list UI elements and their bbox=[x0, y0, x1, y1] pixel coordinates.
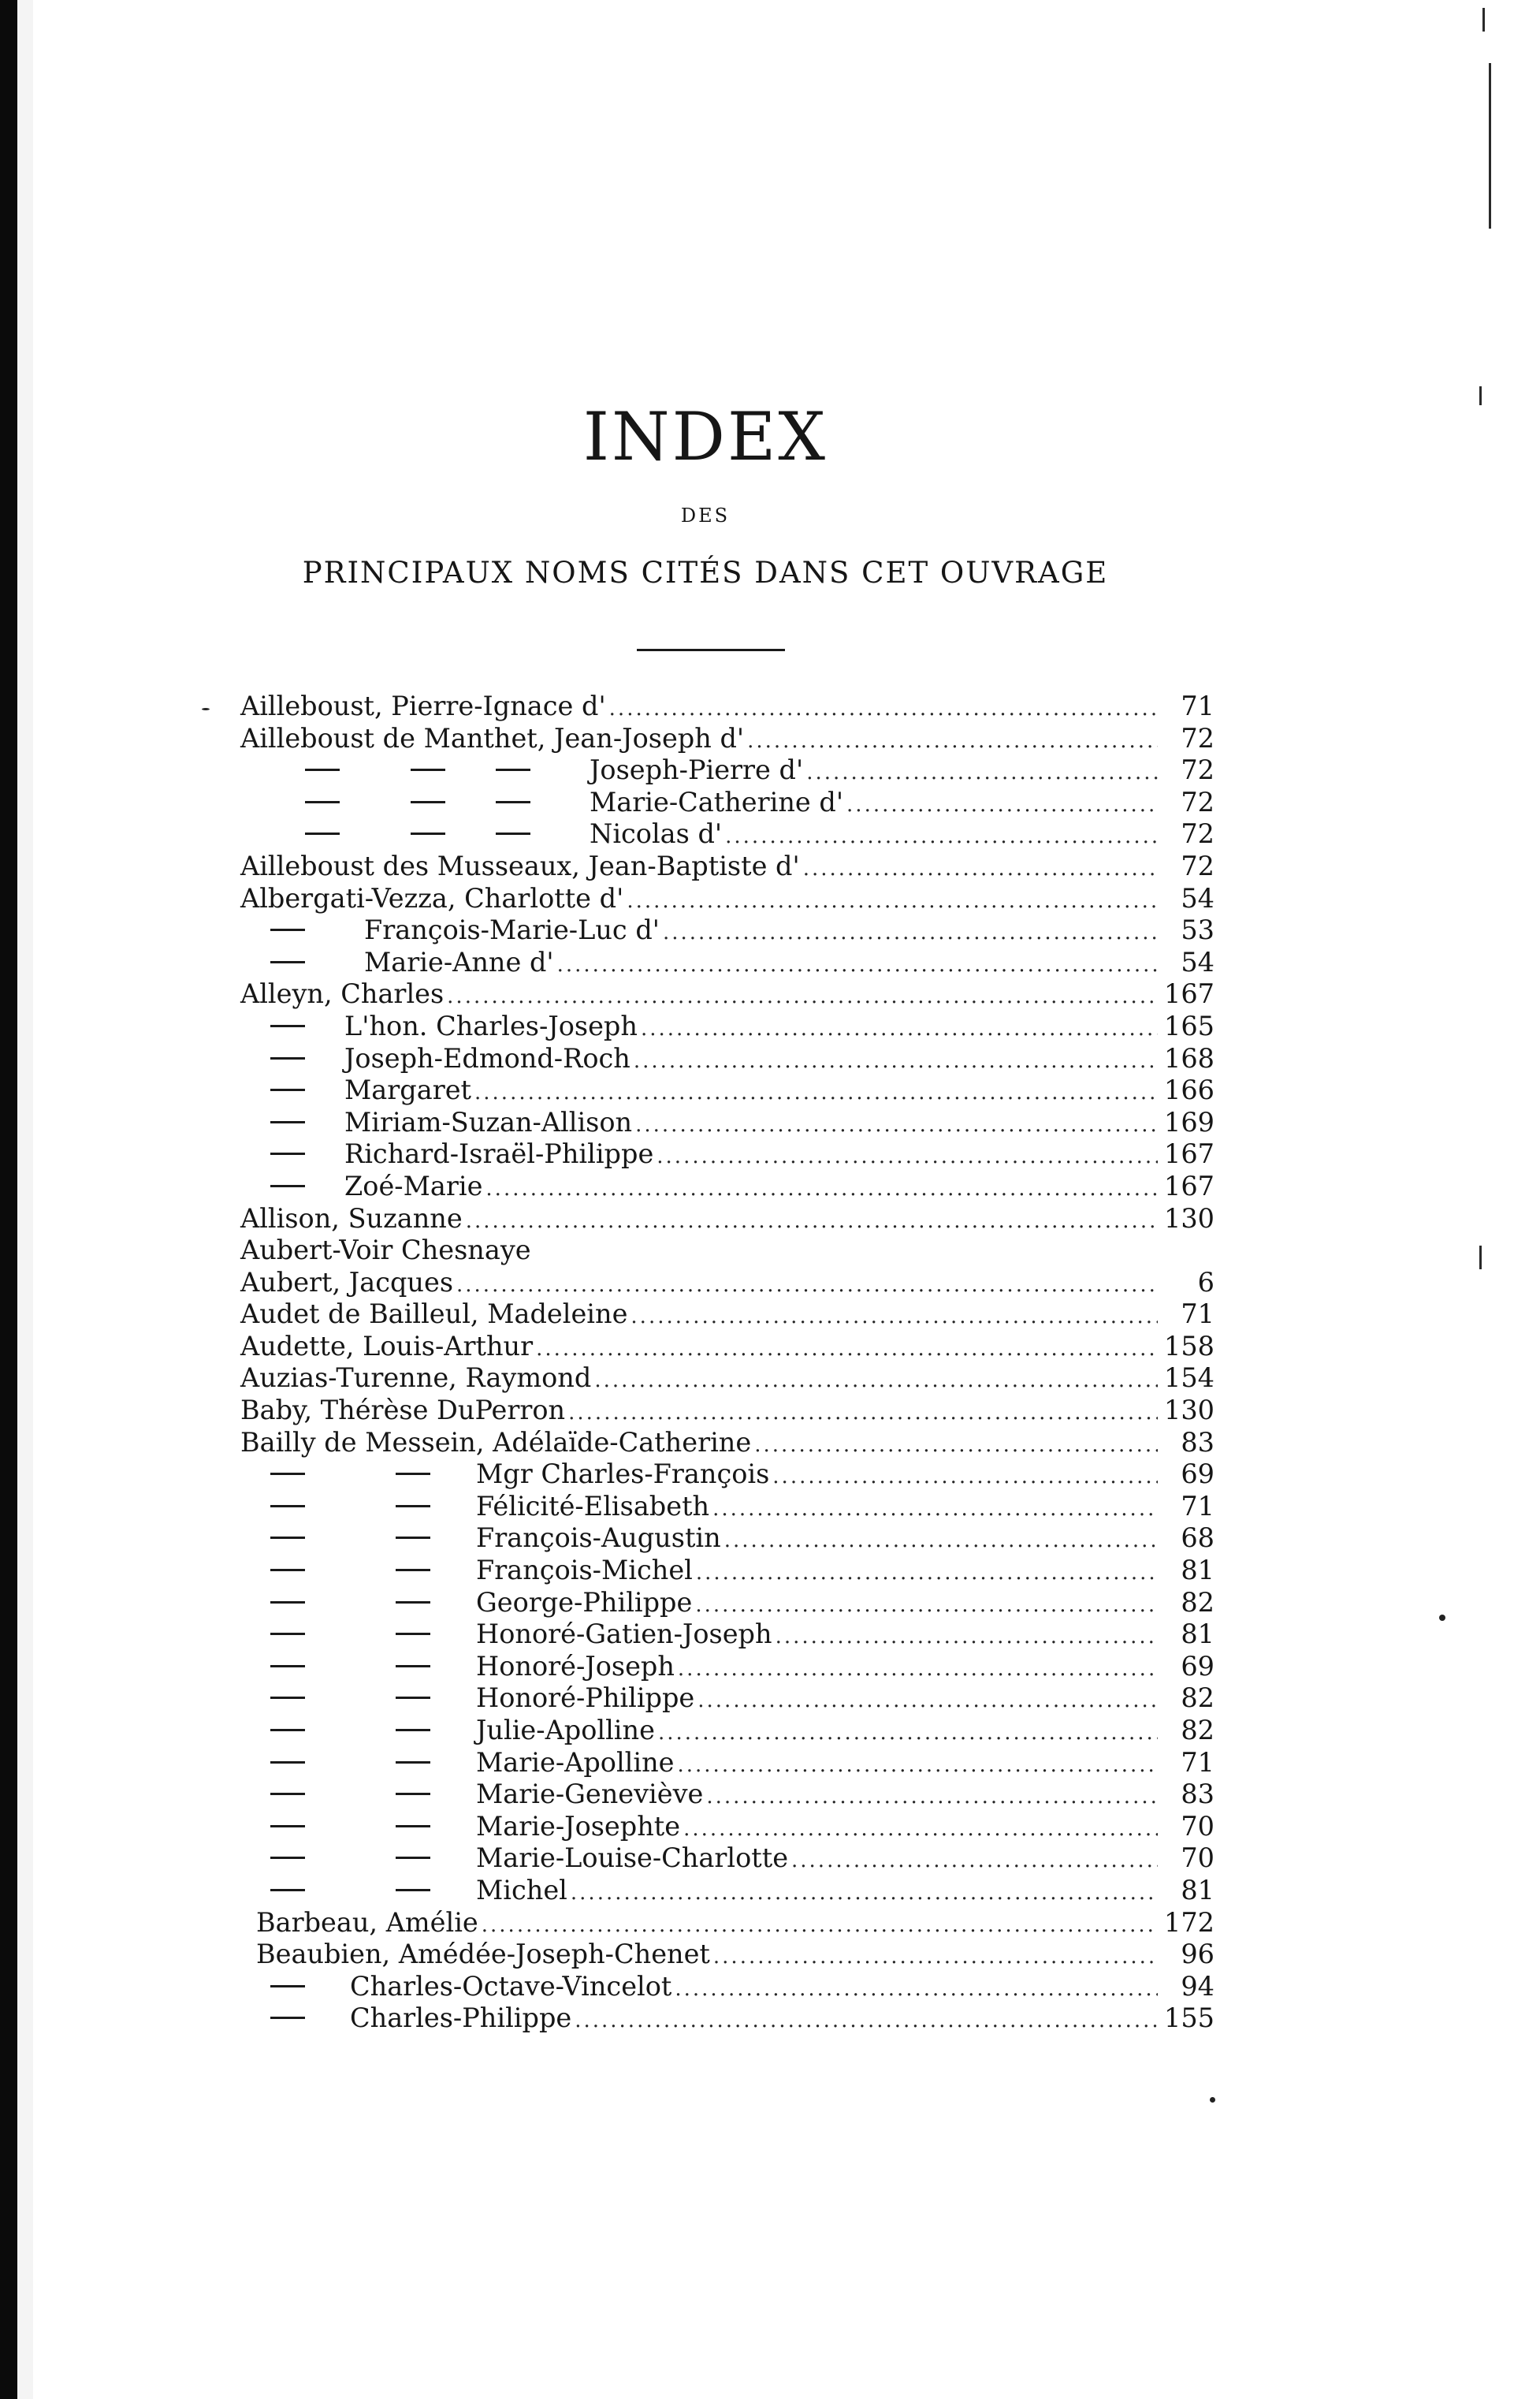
ditto-dash bbox=[396, 1505, 430, 1507]
dot-leader bbox=[843, 789, 1158, 821]
entry-page-number: 6 bbox=[1197, 1266, 1215, 1298]
entry-page-number: 72 bbox=[1181, 754, 1215, 786]
index-entry bbox=[240, 754, 1215, 787]
entry-page-number: 72 bbox=[1181, 722, 1215, 754]
dot-leader bbox=[591, 1365, 1158, 1397]
entry-name: Richard-Israël-Philippe bbox=[344, 1138, 654, 1170]
index-entry bbox=[240, 1458, 1215, 1491]
index-entry bbox=[240, 1715, 1215, 1747]
entry-page-number: 53 bbox=[1181, 915, 1215, 946]
ditto-dash bbox=[270, 1793, 305, 1795]
edge-mark bbox=[1479, 1246, 1482, 1269]
index-entry bbox=[240, 1907, 1215, 1939]
dot-leader bbox=[653, 1141, 1158, 1173]
entry-name: Barbeau, Amélie bbox=[256, 1906, 478, 1938]
dot-leader bbox=[533, 1333, 1158, 1365]
ditto-dash bbox=[305, 833, 340, 835]
index-entry bbox=[240, 1362, 1215, 1395]
index-entry bbox=[240, 883, 1215, 915]
dot-leader bbox=[693, 1557, 1158, 1589]
entry-name: Allison, Suzanne bbox=[240, 1202, 463, 1234]
entry-name: Zoé-Marie bbox=[344, 1170, 483, 1201]
index-entry bbox=[240, 1235, 1215, 1267]
entry-name: Honoré-Gatien-Joseph bbox=[476, 1619, 772, 1650]
entry-page-number: 96 bbox=[1181, 1939, 1215, 1970]
entry-name: Marie-Josephte bbox=[476, 1810, 681, 1842]
entry-page-number: 71 bbox=[1181, 691, 1215, 721]
dot-leader bbox=[655, 1717, 1158, 1749]
entry-page-number: 72 bbox=[1181, 818, 1215, 850]
dot-leader bbox=[631, 1045, 1158, 1078]
entry-page-number: 166 bbox=[1164, 1075, 1215, 1106]
dot-leader bbox=[567, 1877, 1158, 1909]
entry-name: Marie-Catherine d' bbox=[590, 786, 844, 818]
ditto-dash bbox=[270, 1089, 305, 1091]
dot-leader bbox=[675, 1653, 1158, 1686]
dot-leader bbox=[680, 1813, 1158, 1846]
entry-name: L'hon. Charles-Joseph bbox=[344, 1010, 638, 1041]
entry-page-number: 71 bbox=[1181, 1490, 1215, 1522]
dot-leader bbox=[703, 1781, 1158, 1813]
entry-page-number: 81 bbox=[1181, 1619, 1215, 1650]
entry-page-number: 82 bbox=[1181, 1682, 1215, 1714]
entry-name: Ailleboust des Musseaux, Jean-Baptiste d' bbox=[240, 850, 800, 881]
index-entry bbox=[240, 1555, 1215, 1587]
entry-page-number: 82 bbox=[1181, 1715, 1215, 1745]
entry-page-number: 72 bbox=[1181, 850, 1215, 881]
entry-name: Nicolas d' bbox=[590, 818, 723, 850]
entry-name: Marie-Louise-Charlotte bbox=[476, 1842, 789, 1874]
page-gutter bbox=[17, 0, 33, 2399]
index-entry bbox=[240, 2002, 1215, 2035]
index-entry bbox=[240, 1138, 1215, 1171]
ditto-dash bbox=[270, 1889, 305, 1891]
index-entry bbox=[240, 978, 1215, 1011]
ditto-dash bbox=[396, 1729, 430, 1731]
index-entry bbox=[240, 691, 1215, 723]
entry-page-number: 81 bbox=[1181, 1874, 1215, 1905]
dot-leader bbox=[800, 853, 1158, 885]
index-entry bbox=[240, 1682, 1215, 1715]
ditto-dash bbox=[396, 1601, 430, 1604]
entry-name: Margaret bbox=[344, 1075, 472, 1106]
dot-leader bbox=[803, 757, 1158, 789]
entry-name: Joseph-Edmond-Roch bbox=[344, 1042, 631, 1074]
ditto-dash bbox=[396, 1697, 430, 1699]
ditto-dash bbox=[270, 2017, 305, 2019]
entry-name: Mgr Charles-François bbox=[476, 1458, 770, 1490]
index-entry bbox=[240, 1491, 1215, 1523]
entry-page-number: 82 bbox=[1181, 1586, 1215, 1618]
index-entry bbox=[240, 818, 1215, 851]
ditto-dash bbox=[496, 769, 530, 771]
ditto-dash bbox=[270, 1825, 305, 1827]
entry-page-number: 130 bbox=[1164, 1202, 1215, 1234]
entry-page-number: 130 bbox=[1164, 1395, 1215, 1426]
dot-leader bbox=[606, 693, 1158, 725]
entry-page-number: 83 bbox=[1181, 1426, 1215, 1458]
dot-leader bbox=[694, 1685, 1158, 1717]
entry-name: Michel bbox=[476, 1874, 567, 1905]
entry-page-number: 68 bbox=[1181, 1522, 1215, 1554]
dot-leader bbox=[471, 1077, 1158, 1109]
ditto-dash bbox=[396, 1633, 430, 1635]
entry-name: Marie-Anne d' bbox=[364, 946, 554, 978]
ditto-dash bbox=[305, 769, 340, 771]
ditto-dash bbox=[305, 801, 340, 803]
dot-leader bbox=[671, 1973, 1158, 2006]
index-entry bbox=[240, 851, 1215, 883]
index-entry bbox=[240, 723, 1215, 755]
ditto-dash bbox=[270, 1857, 305, 1859]
entry-name: Baby, Thérèse DuPerron bbox=[240, 1395, 566, 1426]
ditto-dash bbox=[496, 833, 530, 835]
dot-leader bbox=[660, 917, 1158, 949]
entry-page-number: 167 bbox=[1164, 1138, 1215, 1170]
index-entry bbox=[240, 1107, 1215, 1139]
entry-name: Aubert-Voir Chesnaye bbox=[240, 1235, 531, 1266]
index-entry bbox=[240, 915, 1215, 947]
page-subtitle: PRINCIPAUX NOMS CITÉS DANS CET OUVRAGE bbox=[302, 556, 1109, 590]
index-entry bbox=[240, 1298, 1215, 1331]
entry-page-number: 155 bbox=[1164, 2002, 1215, 2034]
ditto-dash bbox=[270, 1153, 305, 1155]
dot-leader bbox=[444, 981, 1158, 1013]
entry-page-number: 72 bbox=[1181, 786, 1215, 818]
title-rule bbox=[637, 649, 785, 651]
ditto-dash bbox=[270, 1057, 305, 1060]
index-list bbox=[240, 691, 1215, 2035]
entry-name: Albergati-Vezza, Charlotte d' bbox=[240, 882, 624, 914]
entry-page-number: 154 bbox=[1164, 1362, 1215, 1394]
dot-leader bbox=[772, 1621, 1158, 1653]
entry-name: François-Michel bbox=[476, 1555, 693, 1586]
edge-mark bbox=[1479, 386, 1482, 405]
entry-page-number: 172 bbox=[1164, 1906, 1215, 1938]
index-entry bbox=[240, 1651, 1215, 1683]
ditto-dash bbox=[270, 1665, 305, 1667]
dot-leader bbox=[463, 1205, 1158, 1238]
ditto-dash bbox=[411, 769, 445, 771]
dot-leader bbox=[769, 1461, 1158, 1493]
entry-name: Bailly de Messein, Adélaïde-Catherine bbox=[240, 1426, 752, 1458]
index-entry bbox=[240, 1971, 1215, 2003]
entry-name: Honoré-Joseph bbox=[476, 1650, 675, 1682]
ditto-dash bbox=[270, 1473, 305, 1475]
entry-name: George-Philippe bbox=[476, 1586, 693, 1618]
index-entry bbox=[240, 947, 1215, 979]
ditto-dash bbox=[396, 1793, 430, 1795]
edge-mark bbox=[1489, 63, 1491, 229]
index-entry bbox=[240, 1939, 1215, 1971]
index-entry bbox=[240, 1267, 1215, 1299]
entry-page-number: 69 bbox=[1181, 1458, 1215, 1490]
index-entry bbox=[240, 1427, 1215, 1459]
dot-leader bbox=[571, 2005, 1158, 2037]
ink-speck bbox=[1210, 2097, 1215, 2103]
index-entry bbox=[240, 1522, 1215, 1555]
dot-leader bbox=[482, 1173, 1158, 1205]
entry-name: Marie-Geneviève bbox=[476, 1779, 704, 1810]
dot-leader bbox=[710, 1941, 1158, 1973]
entry-name: Audette, Louis-Arthur bbox=[240, 1330, 534, 1362]
dot-leader bbox=[751, 1429, 1158, 1462]
entry-name: François-Marie-Luc d' bbox=[364, 915, 660, 946]
ditto-dash bbox=[411, 801, 445, 803]
ditto-dash bbox=[270, 1121, 305, 1123]
entry-page-number: 54 bbox=[1181, 882, 1215, 914]
dot-leader bbox=[554, 949, 1158, 982]
dot-leader bbox=[627, 1301, 1158, 1333]
entry-name: Miriam-Suzan-Allison bbox=[344, 1106, 633, 1138]
ink-speck bbox=[202, 708, 210, 710]
ditto-dash bbox=[270, 1025, 305, 1027]
entry-name: Julie-Apolline bbox=[476, 1715, 655, 1745]
ditto-dash bbox=[270, 1185, 305, 1187]
ditto-dash bbox=[396, 1889, 430, 1891]
entry-page-number: 169 bbox=[1164, 1106, 1215, 1138]
entry-name: Félicité-Elisabeth bbox=[476, 1490, 710, 1522]
dot-leader bbox=[722, 821, 1158, 853]
entry-page-number: 83 bbox=[1181, 1779, 1215, 1810]
ditto-dash bbox=[411, 833, 445, 835]
entry-name: Charles-Philippe bbox=[350, 2002, 572, 2034]
dot-leader bbox=[632, 1109, 1158, 1142]
ditto-dash bbox=[270, 1729, 305, 1731]
entry-page-number: 70 bbox=[1181, 1810, 1215, 1842]
entry-name: Aubert, Jacques bbox=[240, 1266, 454, 1298]
entry-page-number: 94 bbox=[1181, 1970, 1215, 2002]
entry-name: Joseph-Pierre d' bbox=[590, 754, 804, 786]
entry-name: Audet de Bailleul, Madeleine bbox=[240, 1298, 628, 1330]
ditto-dash bbox=[396, 1665, 430, 1667]
entry-page-number: 71 bbox=[1181, 1298, 1215, 1330]
index-entry bbox=[240, 1331, 1215, 1363]
entry-page-number: 54 bbox=[1181, 946, 1215, 978]
ditto-dash bbox=[270, 1569, 305, 1571]
ditto-dash bbox=[396, 1569, 430, 1571]
entry-page-number: 81 bbox=[1181, 1555, 1215, 1586]
dot-leader bbox=[709, 1493, 1158, 1525]
page-title: INDEX bbox=[582, 398, 828, 475]
entry-name: François-Augustin bbox=[476, 1522, 721, 1554]
ditto-dash bbox=[270, 961, 305, 963]
index-entry bbox=[240, 1619, 1215, 1651]
index-entry bbox=[240, 1011, 1215, 1043]
ditto-dash bbox=[270, 1761, 305, 1764]
entry-name: Charles-Octave-Vincelot bbox=[350, 1970, 672, 2002]
edge-mark bbox=[1482, 8, 1485, 32]
dot-leader bbox=[623, 885, 1158, 918]
book-spine-shadow bbox=[0, 0, 17, 2399]
entry-page-number: 167 bbox=[1164, 1170, 1215, 1201]
ditto-dash bbox=[270, 1985, 305, 1987]
entry-name: Beaubien, Amédée-Joseph-Chenet bbox=[256, 1939, 710, 1970]
entry-name: Marie-Apolline bbox=[476, 1746, 675, 1778]
ditto-dash bbox=[270, 1537, 305, 1539]
dot-leader bbox=[565, 1397, 1158, 1429]
index-entry bbox=[240, 1395, 1215, 1427]
index-entry bbox=[240, 1171, 1215, 1203]
ditto-dash bbox=[270, 929, 305, 931]
index-entry bbox=[240, 787, 1215, 819]
dot-leader bbox=[788, 1845, 1158, 1877]
index-entry bbox=[240, 1043, 1215, 1075]
dot-leader bbox=[744, 725, 1158, 758]
entry-page-number: 168 bbox=[1164, 1042, 1215, 1074]
entry-page-number: 165 bbox=[1164, 1010, 1215, 1041]
index-entry bbox=[240, 1779, 1215, 1811]
ditto-dash bbox=[270, 1633, 305, 1635]
entry-page-number: 158 bbox=[1164, 1330, 1215, 1362]
ditto-dash bbox=[270, 1697, 305, 1699]
dot-leader bbox=[675, 1749, 1159, 1782]
ditto-dash bbox=[396, 1761, 430, 1764]
index-entry bbox=[240, 1587, 1215, 1619]
entry-page-number: 71 bbox=[1181, 1746, 1215, 1778]
index-entry bbox=[240, 1875, 1215, 1907]
dot-leader bbox=[478, 1909, 1158, 1942]
entry-page-number: 70 bbox=[1181, 1842, 1215, 1874]
entry-page-number: 167 bbox=[1164, 978, 1215, 1010]
ditto-dash bbox=[396, 1825, 430, 1827]
entry-page-number: 69 bbox=[1181, 1650, 1215, 1682]
dot-leader bbox=[721, 1525, 1158, 1557]
dot-leader bbox=[638, 1013, 1158, 1045]
index-entry bbox=[240, 1842, 1215, 1875]
entry-name: Alleyn, Charles bbox=[240, 978, 445, 1010]
ditto-dash bbox=[396, 1537, 430, 1539]
ditto-dash bbox=[496, 801, 530, 803]
title-connector: DES bbox=[680, 505, 731, 527]
index-entry bbox=[240, 1747, 1215, 1779]
entry-name: Honoré-Philippe bbox=[476, 1682, 695, 1714]
entry-name: Auzias-Turenne, Raymond bbox=[240, 1362, 592, 1394]
index-entry bbox=[240, 1075, 1215, 1107]
dot-leader bbox=[453, 1269, 1158, 1302]
ditto-dash bbox=[270, 1601, 305, 1604]
index-entry bbox=[240, 1811, 1215, 1843]
ditto-dash bbox=[270, 1505, 305, 1507]
index-entry bbox=[240, 1203, 1215, 1235]
dot-leader bbox=[692, 1589, 1158, 1622]
entry-name: Ailleboust, Pierre-Ignace d' bbox=[240, 691, 606, 721]
ink-speck bbox=[1439, 1615, 1445, 1621]
ditto-dash bbox=[396, 1857, 430, 1859]
entry-name: Ailleboust de Manthet, Jean-Joseph d' bbox=[240, 722, 745, 754]
ditto-dash bbox=[396, 1473, 430, 1475]
